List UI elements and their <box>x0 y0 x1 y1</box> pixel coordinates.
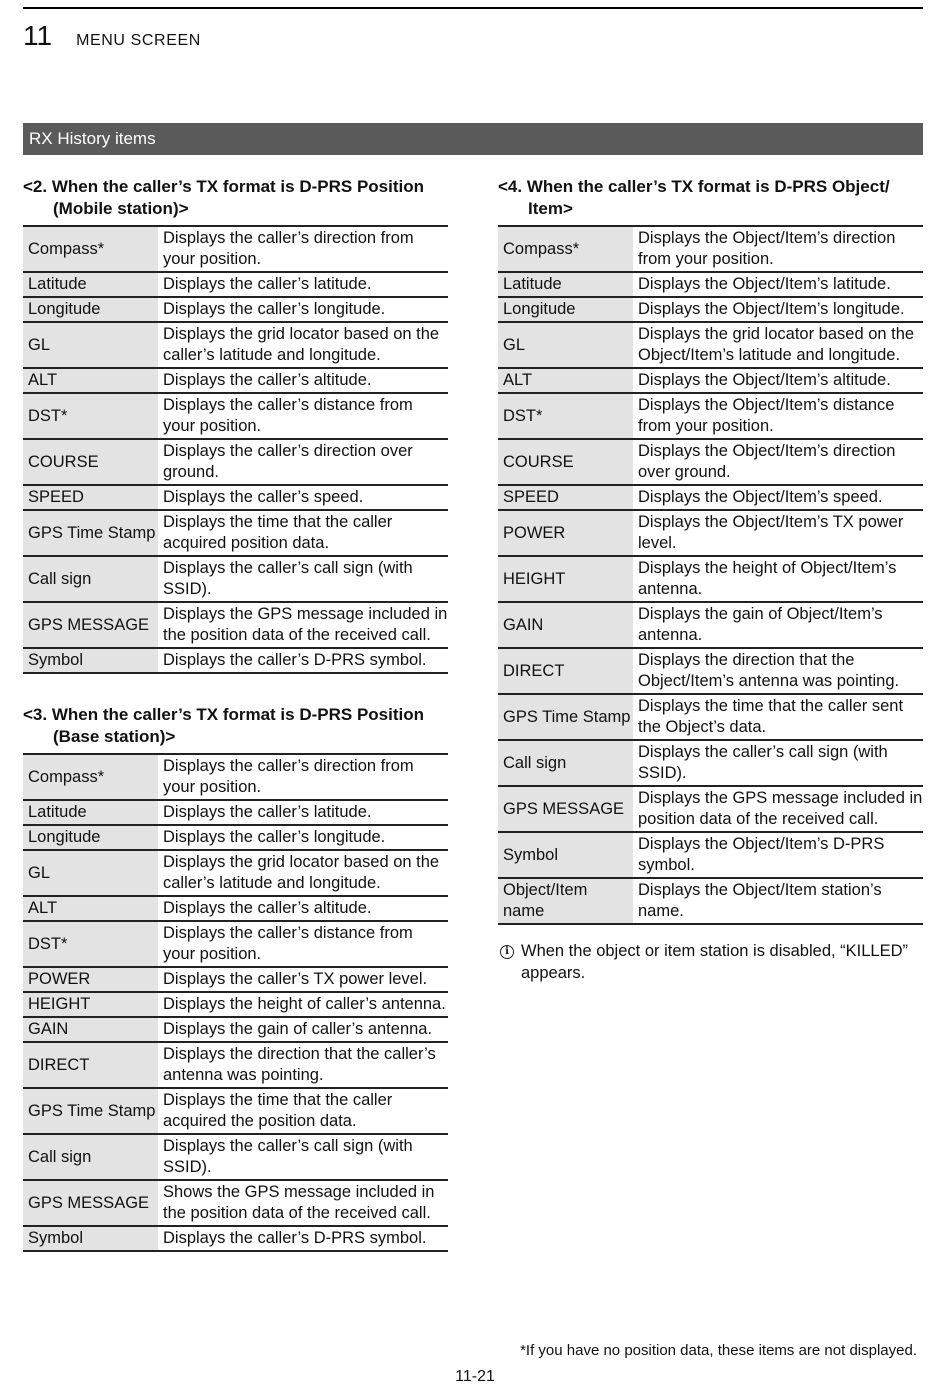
page-number: 11-21 <box>455 1368 495 1385</box>
item-name: ALT <box>498 368 633 393</box>
item-description: Displays the caller’s D-PRS symbol. <box>158 1226 448 1251</box>
item-description: Displays the gain of caller’s antenna. <box>158 1017 448 1042</box>
item-description: Displays the time that the caller sent the Object’s data. <box>633 694 923 740</box>
item-description: Displays the caller’s speed. <box>158 485 448 510</box>
item-name: HEIGHT <box>498 556 633 602</box>
item-description: Displays the height of Object/Item’s antenna. <box>633 556 923 602</box>
item-description: Displays the caller’s call sign (with SSID). <box>158 1134 448 1180</box>
right-column <box>498 176 923 984</box>
table-row <box>23 393 448 439</box>
footnote: *If you have no position data, these items are not displayed. <box>520 1342 917 1359</box>
item-name: Longitude <box>23 825 158 850</box>
item-description: Displays the Object/Item’s D-PRS symbol. <box>633 832 923 878</box>
info-icon: i <box>500 945 514 959</box>
chapter-title: MENU SCREEN <box>76 32 201 49</box>
table-row <box>23 368 448 393</box>
item-name: Object/Item name <box>498 878 633 924</box>
item-name: DIRECT <box>23 1042 158 1088</box>
block-heading: <2. When the caller’s TX format is D-PRS Position (Mobile station)> <box>23 177 425 218</box>
item-name: ALT <box>23 368 158 393</box>
item-name: Compass* <box>23 226 158 272</box>
item-name: DIRECT <box>498 648 633 694</box>
chapter-number: 11 <box>23 20 53 51</box>
item-description: Displays the Object/Item’s distance from your position. <box>633 393 923 439</box>
item-description: Displays the caller’s altitude. <box>158 368 448 393</box>
item-name: Latitude <box>23 800 158 825</box>
table-row <box>498 226 923 272</box>
table-row <box>23 1180 448 1226</box>
item-name: GL <box>23 850 158 896</box>
item-name: ALT <box>23 896 158 921</box>
table-row <box>23 754 448 800</box>
item-description: Displays the caller’s direction from your position. <box>158 226 448 272</box>
table-row <box>498 740 923 786</box>
table-row <box>23 226 448 272</box>
item-description: Displays the Object/Item’s altitude. <box>633 368 923 393</box>
table-row <box>23 825 448 850</box>
item-name: Longitude <box>23 297 158 322</box>
item-name: POWER <box>498 510 633 556</box>
block-base-station <box>23 704 448 1252</box>
section-title-bar: RX History items <box>23 123 923 155</box>
item-name: SPEED <box>23 485 158 510</box>
item-description: Displays the caller’s direction over ground. <box>158 439 448 485</box>
item-name: Latitude <box>498 272 633 297</box>
item-name: SPEED <box>498 485 633 510</box>
table-row <box>23 1042 448 1088</box>
item-description: Displays the time that the caller acquired the position data. <box>158 1088 448 1134</box>
item-description: Displays the caller’s D-PRS symbol. <box>158 648 448 673</box>
item-description: Displays the GPS message included in position data of the received call. <box>633 786 923 832</box>
item-description: Displays the Object/Item station’s name. <box>633 878 923 924</box>
item-description: Displays the caller’s altitude. <box>158 896 448 921</box>
table-row <box>498 510 923 556</box>
table-row <box>498 322 923 368</box>
table-row <box>23 648 448 673</box>
table-row <box>23 850 448 896</box>
item-name: GL <box>23 322 158 368</box>
table-row <box>498 368 923 393</box>
top-rule <box>23 7 923 9</box>
item-name: GPS Time Stamp <box>498 694 633 740</box>
item-name: GPS MESSAGE <box>498 786 633 832</box>
item-name: COURSE <box>23 439 158 485</box>
item-description: Displays the Object/Item’s TX power level. <box>633 510 923 556</box>
item-description: Displays the Object/Item’s longitude. <box>633 297 923 322</box>
item-description: Displays the caller’s TX power level. <box>158 967 448 992</box>
table-row <box>23 921 448 967</box>
item-description: Displays the caller’s longitude. <box>158 297 448 322</box>
item-description: Displays the grid locator based on the caller’s latitude and longitude. <box>158 322 448 368</box>
item-description: Displays the Object/Item’s latitude. <box>633 272 923 297</box>
table-row <box>23 967 448 992</box>
table-row <box>23 896 448 921</box>
table-row <box>23 1226 448 1251</box>
table-row <box>498 297 923 322</box>
item-description: Displays the Object/Item’s direction from your position. <box>633 226 923 272</box>
item-name: Symbol <box>23 648 158 673</box>
item-name: GAIN <box>498 602 633 648</box>
item-description: Displays the GPS message included in the position data of the received call. <box>158 602 448 648</box>
item-description: Displays the caller’s distance from your position. <box>158 921 448 967</box>
table-row <box>23 800 448 825</box>
item-description: Displays the caller’s longitude. <box>158 825 448 850</box>
item-name: HEIGHT <box>23 992 158 1017</box>
table-row <box>498 694 923 740</box>
item-description: Displays the grid locator based on the Object/Item’s latitude and longitude. <box>633 322 923 368</box>
item-description: Shows the GPS message included in the position data of the received call. <box>158 1180 448 1226</box>
table-row <box>498 832 923 878</box>
item-name: DST* <box>23 921 158 967</box>
page-header <box>23 20 201 52</box>
item-name: GPS Time Stamp <box>23 510 158 556</box>
table-row <box>498 393 923 439</box>
item-name: Longitude <box>498 297 633 322</box>
table-row <box>498 485 923 510</box>
table-row <box>23 439 448 485</box>
item-name: GL <box>498 322 633 368</box>
table-row <box>498 786 923 832</box>
block-object-item <box>498 176 923 925</box>
table-row <box>23 556 448 602</box>
item-name: DST* <box>23 393 158 439</box>
items-table <box>23 753 448 1252</box>
table-row <box>23 272 448 297</box>
item-name: DST* <box>498 393 633 439</box>
table-row <box>498 602 923 648</box>
table-row <box>23 1017 448 1042</box>
table-row <box>498 878 923 924</box>
item-name: Compass* <box>23 754 158 800</box>
item-name: Symbol <box>23 1226 158 1251</box>
item-description: Displays the gain of Object/Item’s antenna. <box>633 602 923 648</box>
left-column <box>23 176 448 1282</box>
item-name: Call sign <box>498 740 633 786</box>
item-name: Call sign <box>23 556 158 602</box>
table-row <box>498 556 923 602</box>
item-description: Displays the direction that the caller’s antenna was pointing. <box>158 1042 448 1088</box>
note <box>498 941 923 984</box>
items-table <box>498 225 923 925</box>
item-description: Displays the caller’s distance from your position. <box>158 393 448 439</box>
table-row <box>498 648 923 694</box>
item-description: Displays the Object/Item’s speed. <box>633 485 923 510</box>
block-mobile-station <box>23 176 448 674</box>
note-text: When the object or item station is disabled, “KILLED” appears. <box>521 942 909 982</box>
item-description: Displays the caller’s latitude. <box>158 800 448 825</box>
table-row <box>498 272 923 297</box>
item-name: Compass* <box>498 226 633 272</box>
item-name: GPS MESSAGE <box>23 602 158 648</box>
item-name: Symbol <box>498 832 633 878</box>
item-description: Displays the caller’s latitude. <box>158 272 448 297</box>
item-description: Displays the direction that the Object/Item’s antenna was pointing. <box>633 648 923 694</box>
table-row <box>23 1088 448 1134</box>
item-description: Displays the caller’s call sign (with SSID). <box>633 740 923 786</box>
block-heading: <4. When the caller’s TX format is D-PRS Object/ Item> <box>498 177 890 218</box>
table-row <box>23 1134 448 1180</box>
table-row <box>23 992 448 1017</box>
item-name: Latitude <box>23 272 158 297</box>
item-description: Displays the grid locator based on the caller’s latitude and longitude. <box>158 850 448 896</box>
item-description: Displays the Object/Item’s direction over ground. <box>633 439 923 485</box>
table-row <box>23 322 448 368</box>
item-description: Displays the height of caller’s antenna. <box>158 992 448 1017</box>
table-row <box>23 485 448 510</box>
item-description: Displays the caller’s call sign (with SSID). <box>158 556 448 602</box>
item-name: Call sign <box>23 1134 158 1180</box>
item-name: POWER <box>23 967 158 992</box>
item-description: Displays the time that the caller acquired position data. <box>158 510 448 556</box>
item-name: GAIN <box>23 1017 158 1042</box>
table-row <box>23 297 448 322</box>
block-heading: <3. When the caller’s TX format is D-PRS Position (Base station)> <box>23 705 425 746</box>
item-description: Displays the caller’s direction from your position. <box>158 754 448 800</box>
item-name: GPS Time Stamp <box>23 1088 158 1134</box>
items-table <box>23 225 448 674</box>
item-name: COURSE <box>498 439 633 485</box>
item-name: GPS MESSAGE <box>23 1180 158 1226</box>
table-row <box>498 439 923 485</box>
table-row <box>23 510 448 556</box>
table-row <box>23 602 448 648</box>
